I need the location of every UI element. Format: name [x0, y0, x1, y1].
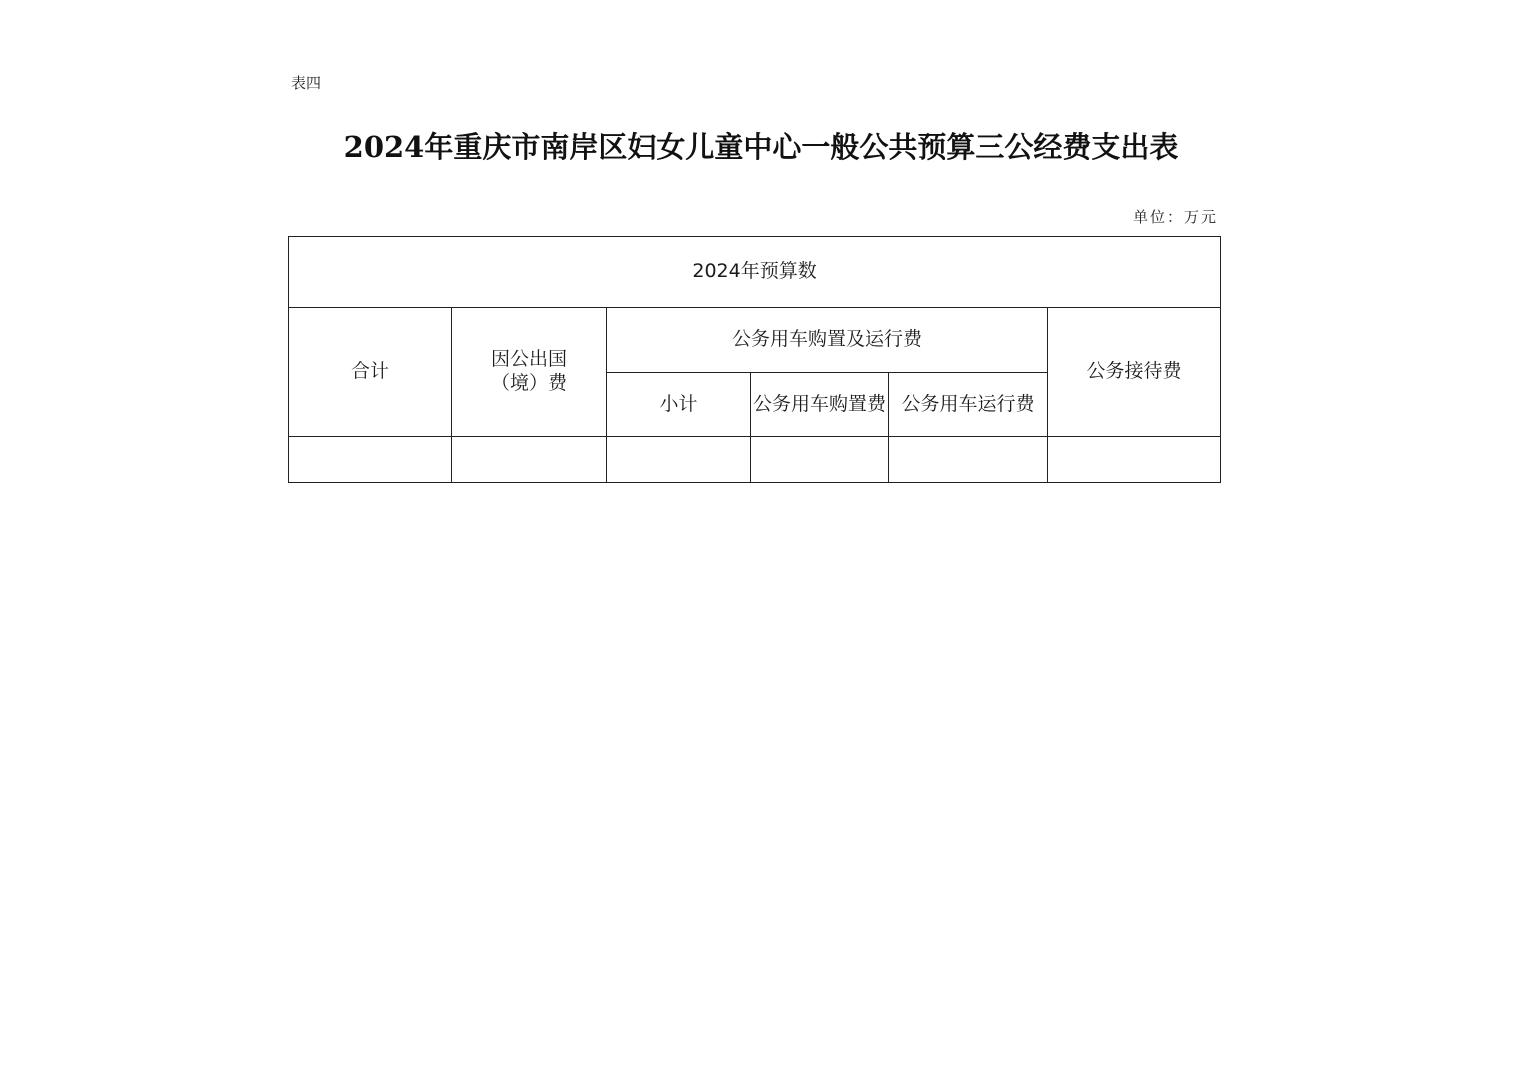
table-row — [289, 437, 1221, 483]
table-header-row-1 — [289, 308, 1221, 373]
column-header-vehicle-group: 公务用车购置及运行费 — [607, 308, 1048, 373]
year-budget-header: 2024年预算数 — [289, 237, 1221, 308]
cell-overseas — [452, 437, 607, 483]
cell-subtotal — [607, 437, 751, 483]
table-number-label: 表四 — [291, 74, 322, 92]
column-header-vehicle-purchase: 公务用车购置费 — [751, 373, 889, 437]
column-header-overseas-label: 因公出国（境）费 — [490, 348, 567, 394]
column-header-subtotal: 小计 — [607, 373, 751, 437]
budget-table — [288, 236, 1221, 483]
page-title: 2024年重庆市南岸区妇女儿童中心一般公共预算三公经费支出表 — [343, 130, 1179, 164]
unit-label: 单位：万元 — [1132, 208, 1218, 226]
cell-vehicle-operation — [889, 437, 1048, 483]
column-header-overseas — [452, 308, 607, 437]
column-header-reception: 公务接待费 — [1048, 308, 1221, 437]
column-header-vehicle-operation: 公务用车运行费 — [889, 373, 1048, 437]
table-header-row-year — [289, 237, 1221, 308]
column-header-total: 合计 — [289, 308, 452, 437]
cell-vehicle-purchase — [751, 437, 889, 483]
cell-reception — [1048, 437, 1221, 483]
cell-total — [289, 437, 452, 483]
